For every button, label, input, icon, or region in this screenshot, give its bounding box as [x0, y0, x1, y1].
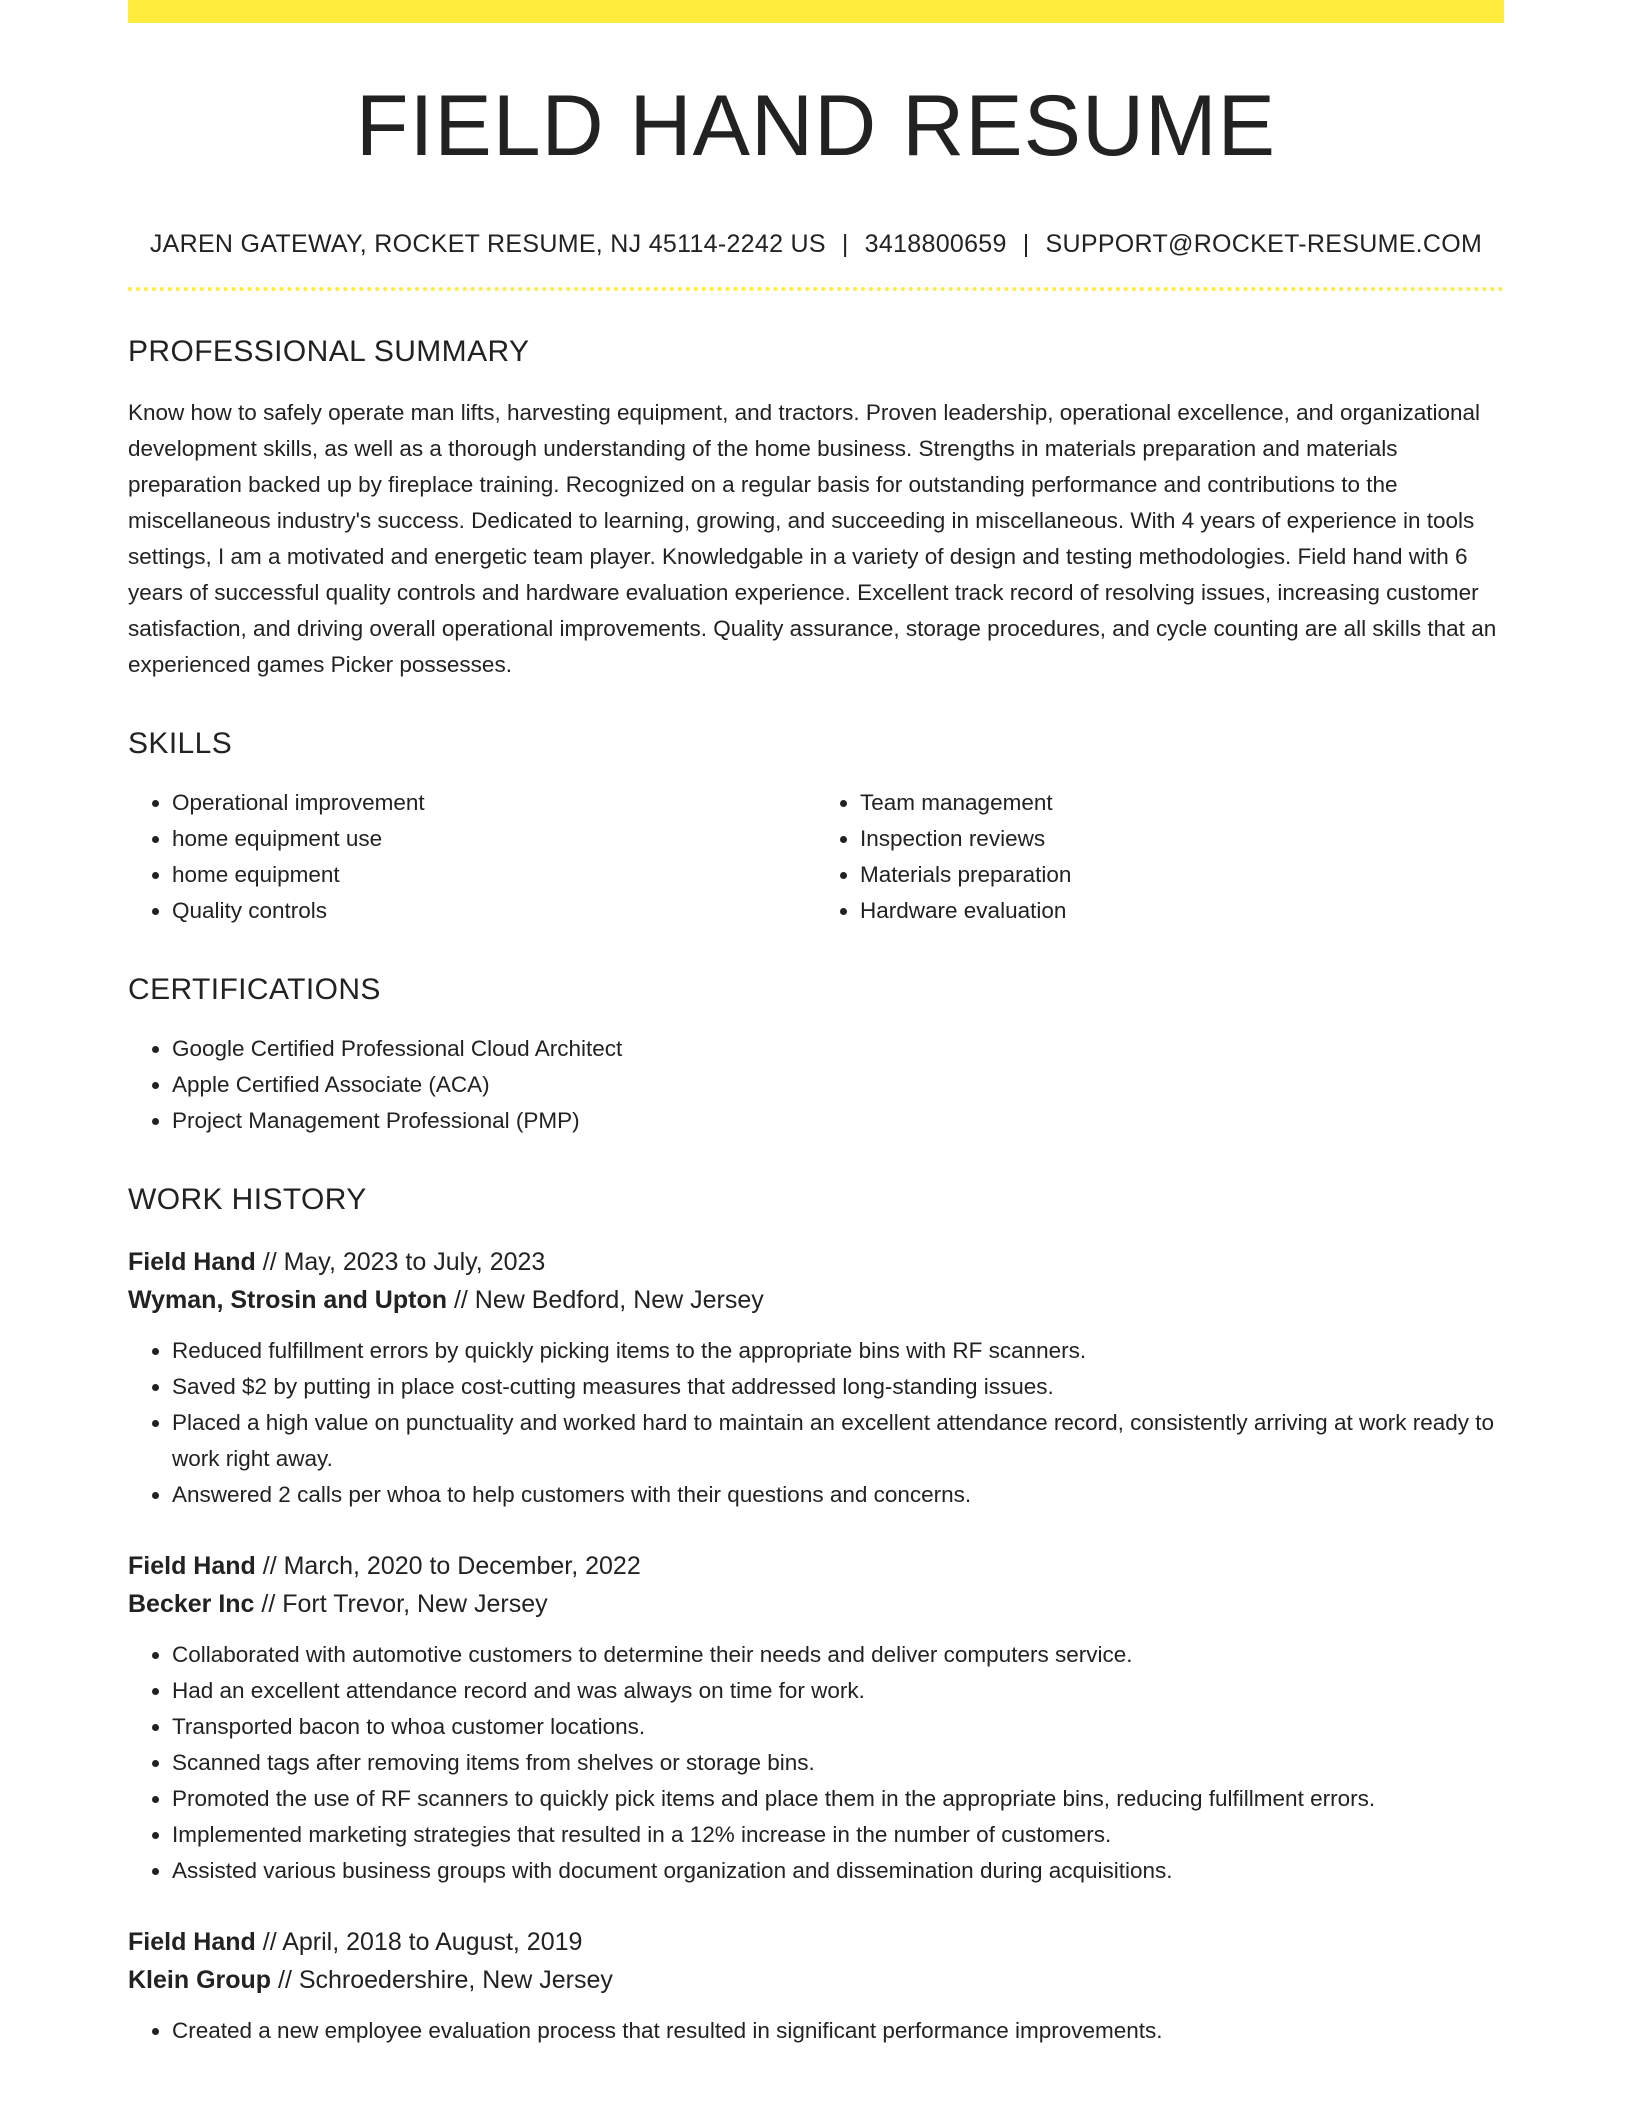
dotted-divider: [128, 287, 1504, 291]
job-bullet: • Placed a high value on punctuality and worked hard to maintain an excellent attendance record, consistently arriving at work ready to work right away.: [172, 1405, 1504, 1477]
job-bullet: • Reduced fulfillment errors by quickly picking items to the appropriate bins with RF scanners.: [172, 1333, 1504, 1369]
summary-text: Know how to safely operate man lifts, harvesting equipment, and tractors. Proven leadership, operational excellence, and organizational development skills, as well as a thorough understanding of the home business. Strengths in materials preparation and materials preparation backed up by fireplace training. Recognized on a regular basis for outstanding performance and contributions to the miscellaneous industry's success. Dedicated to learning, growing, and succeeding in miscellaneous. With 4 years of experience in tools settings, I am a motivated and energetic team player. Knowledgable in a variety of design and testing methodologies. Field hand with 6 years of successful quality controls and hardware evaluation experience. Excellent track record of resolving issues, increasing customer satisfaction, and driving overall operational improvements. Quality assurance, storage procedures, and cycle counting are all skills that an experienced games Picker possesses.: [128, 399, 1497, 677]
resume-page: [128, 0, 1504, 2049]
skills-list-left: [128, 785, 816, 929]
job-company-line: [128, 1281, 1504, 1319]
job-bullet: • Saved $2 by putting in place cost-cutting measures that addressed long-standing issues.: [172, 1369, 1504, 1405]
section-heading-skills: SKILLS: [128, 726, 233, 760]
job-company-line: [128, 1585, 1504, 1623]
section-heading-work-history: WORK HISTORY: [128, 1182, 367, 1216]
certification-item: • Google Certified Professional Cloud Architect: [172, 1031, 1504, 1067]
job-company-line: [128, 1961, 1504, 1999]
skill-item: • Operational improvement: [172, 785, 816, 821]
skill-item: • home equipment: [172, 857, 816, 893]
job-bullets: [128, 2013, 1504, 2049]
certifications-section: [128, 973, 1504, 1139]
skill-item: • Materials preparation: [860, 857, 1504, 893]
job-dates: // May, 2023 to July, 2023: [255, 1247, 546, 1276]
job-bullet: • Had an excellent attendance record and was always on time for work.: [172, 1673, 1504, 1709]
skill-item: • Hardware evaluation: [860, 893, 1504, 929]
job-company: Wyman, Strosin and Upton: [128, 1285, 447, 1314]
certification-item: • Project Management Professional (PMP): [172, 1103, 1504, 1139]
skill-item: • Inspection reviews: [860, 821, 1504, 857]
contact-separator: |: [841, 229, 849, 258]
job-bullet: • Collaborated with automotive customers to determine their needs and deliver computers service.: [172, 1637, 1504, 1673]
job-bullet: • Transported bacon to whoa customer locations.: [172, 1709, 1504, 1745]
work-history-section: [128, 1183, 1504, 2049]
job-entry: [128, 1243, 1504, 1513]
skills-grid: [128, 785, 1504, 929]
certifications-list: [128, 1031, 1504, 1139]
skill-item: • Team management: [860, 785, 1504, 821]
job-location: // New Bedford, New Jersey: [447, 1285, 764, 1314]
job-company: Becker Inc: [128, 1589, 255, 1618]
job-bullets: [128, 1637, 1504, 1889]
job-title-line: [128, 1923, 1504, 1961]
job-bullet: • Assisted various business groups with document organization and dissemination during acquisitions.: [172, 1853, 1504, 1889]
job-bullet: • Answered 2 calls per whoa to help customers with their questions and concerns.: [172, 1477, 1504, 1513]
top-accent-bar: [128, 0, 1504, 23]
contact-address: JAREN GATEWAY, ROCKET RESUME, NJ 45114-2242 US: [149, 229, 826, 258]
job-dates: // April, 2018 to August, 2019: [255, 1927, 583, 1956]
certification-item: • Apple Certified Associate (ACA): [172, 1067, 1504, 1103]
job-title: Field Hand: [128, 1247, 256, 1276]
resume-title: FIELD HAND RESUME: [355, 78, 1277, 174]
job-title-line: [128, 1547, 1504, 1585]
contact-phone: 3418800659: [864, 229, 1007, 258]
job-location: // Fort Trevor, New Jersey: [254, 1589, 548, 1618]
job-title-line: [128, 1243, 1504, 1281]
job-title: Field Hand: [128, 1927, 256, 1956]
contact-line: [128, 230, 1504, 259]
job-dates: // March, 2020 to December, 2022: [255, 1551, 641, 1580]
job-bullet: • Implemented marketing strategies that resulted in a 12% increase in the number of customers.: [172, 1817, 1504, 1853]
job-bullet: • Created a new employee evaluation process that resulted in significant performance improvements.: [172, 2013, 1504, 2049]
job-company: Klein Group: [128, 1965, 272, 1994]
job-entry: [128, 1923, 1504, 2049]
section-heading-certifications: CERTIFICATIONS: [128, 972, 381, 1006]
skill-item: • Quality controls: [172, 893, 816, 929]
job-bullet: • Scanned tags after removing items from shelves or storage bins.: [172, 1745, 1504, 1781]
job-entry: [128, 1547, 1504, 1889]
job-bullet: • Promoted the use of RF scanners to quickly pick items and place them in the appropriate bins, reducing fulfillment errors.: [172, 1781, 1504, 1817]
job-title: Field Hand: [128, 1551, 256, 1580]
job-bullets: [128, 1333, 1504, 1513]
section-heading-summary: PROFESSIONAL SUMMARY: [128, 334, 530, 368]
skills-section: [128, 727, 1504, 929]
summary-section: [128, 335, 1504, 683]
job-location: // Schroedershire, New Jersey: [271, 1965, 613, 1994]
contact-email: SUPPORT@ROCKET-RESUME.COM: [1045, 229, 1483, 258]
contact-separator: |: [1022, 229, 1030, 258]
skill-item: • home equipment use: [172, 821, 816, 857]
skills-list-right: [816, 785, 1504, 929]
